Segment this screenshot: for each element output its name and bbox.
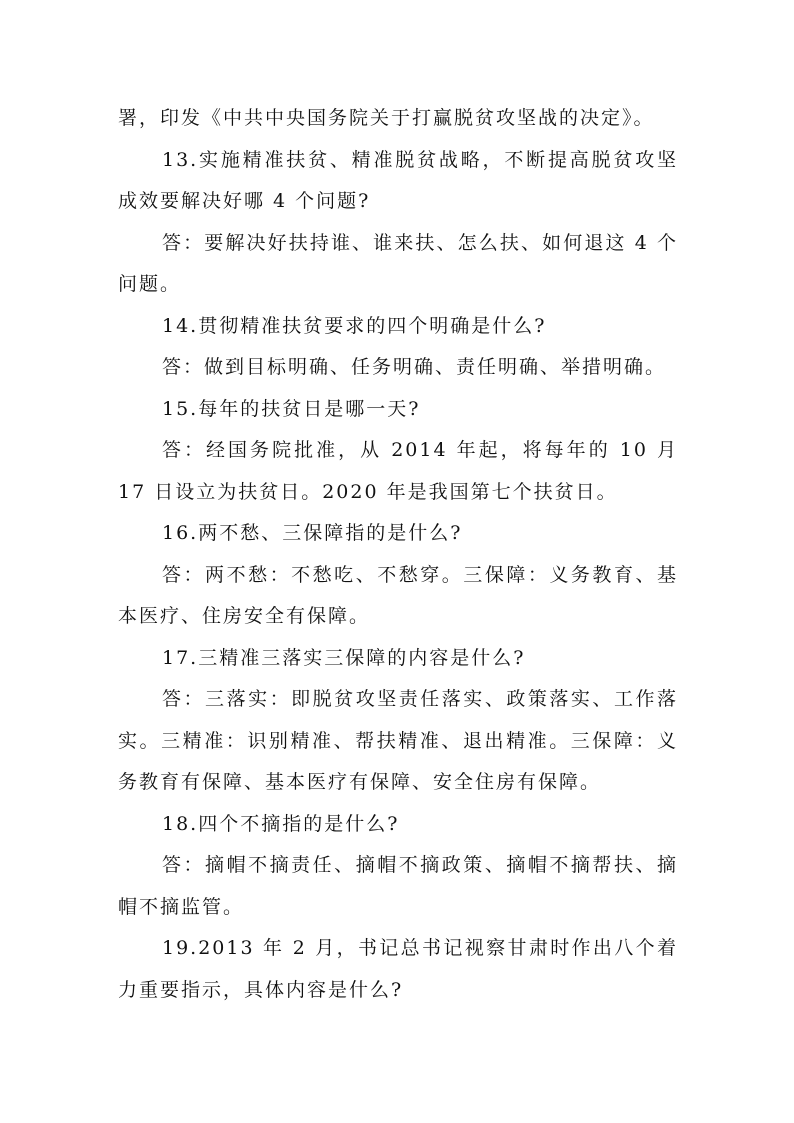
question-14: 14.贯彻精准扶贫要求的四个明确是什么? [162, 314, 547, 337]
answer-14: 答：做到目标明确、任务明确、责任明确、举措明确。 [162, 356, 667, 378]
question-13: 13.实施精准扶贫、精准脱贫战略，不断提高脱贫攻坚成效要解决好哪 4 个问题? [118, 148, 678, 212]
answer-13: 答：要解决好扶持谁、谁来扶、怎么扶、如何退这 4 个问题。 [118, 231, 678, 295]
question-16: 16.两不愁、三保障指的是什么? [162, 522, 463, 544]
answer-15: 答：经国务院批准，从 2014 年起，将每年的 10 月 17 日设立为扶贫日。2020 年是我国第七个扶贫日。 [118, 439, 678, 503]
question-15: 15.每年的扶贫日是哪一天? [162, 397, 421, 420]
paragraph-1: 署，印发《中共中央国务院关于打赢脱贫攻坚战的决定》。 [118, 107, 655, 129]
question-19: 19.2013 年 2 月，书记总书记视察甘肃时作出八个着力重要指示，具体内容是什么? [118, 937, 678, 1001]
answer-16: 答：两不愁：不愁吃、不愁穿。三保障：义务教育、基本医疗、住房安全有保障。 [118, 563, 678, 627]
answer-18: 答：摘帽不摘责任、摘帽不摘政策、摘帽不摘帮扶、摘帽不摘监管。 [118, 854, 678, 918]
question-17: 17.三精准三落实三保障的内容是什么? [162, 646, 526, 669]
question-18: 18.四个不摘指的是什么? [162, 812, 400, 835]
answer-17: 答：三落实：即脱贫攻坚责任落实、政策落实、工作落实。三精准：识别精准、帮扶精准、退出精准。三保障：义务教育有保障、基本医疗有保障、安全住房有保障。 [118, 688, 678, 793]
document-body [118, 98, 678, 1011]
